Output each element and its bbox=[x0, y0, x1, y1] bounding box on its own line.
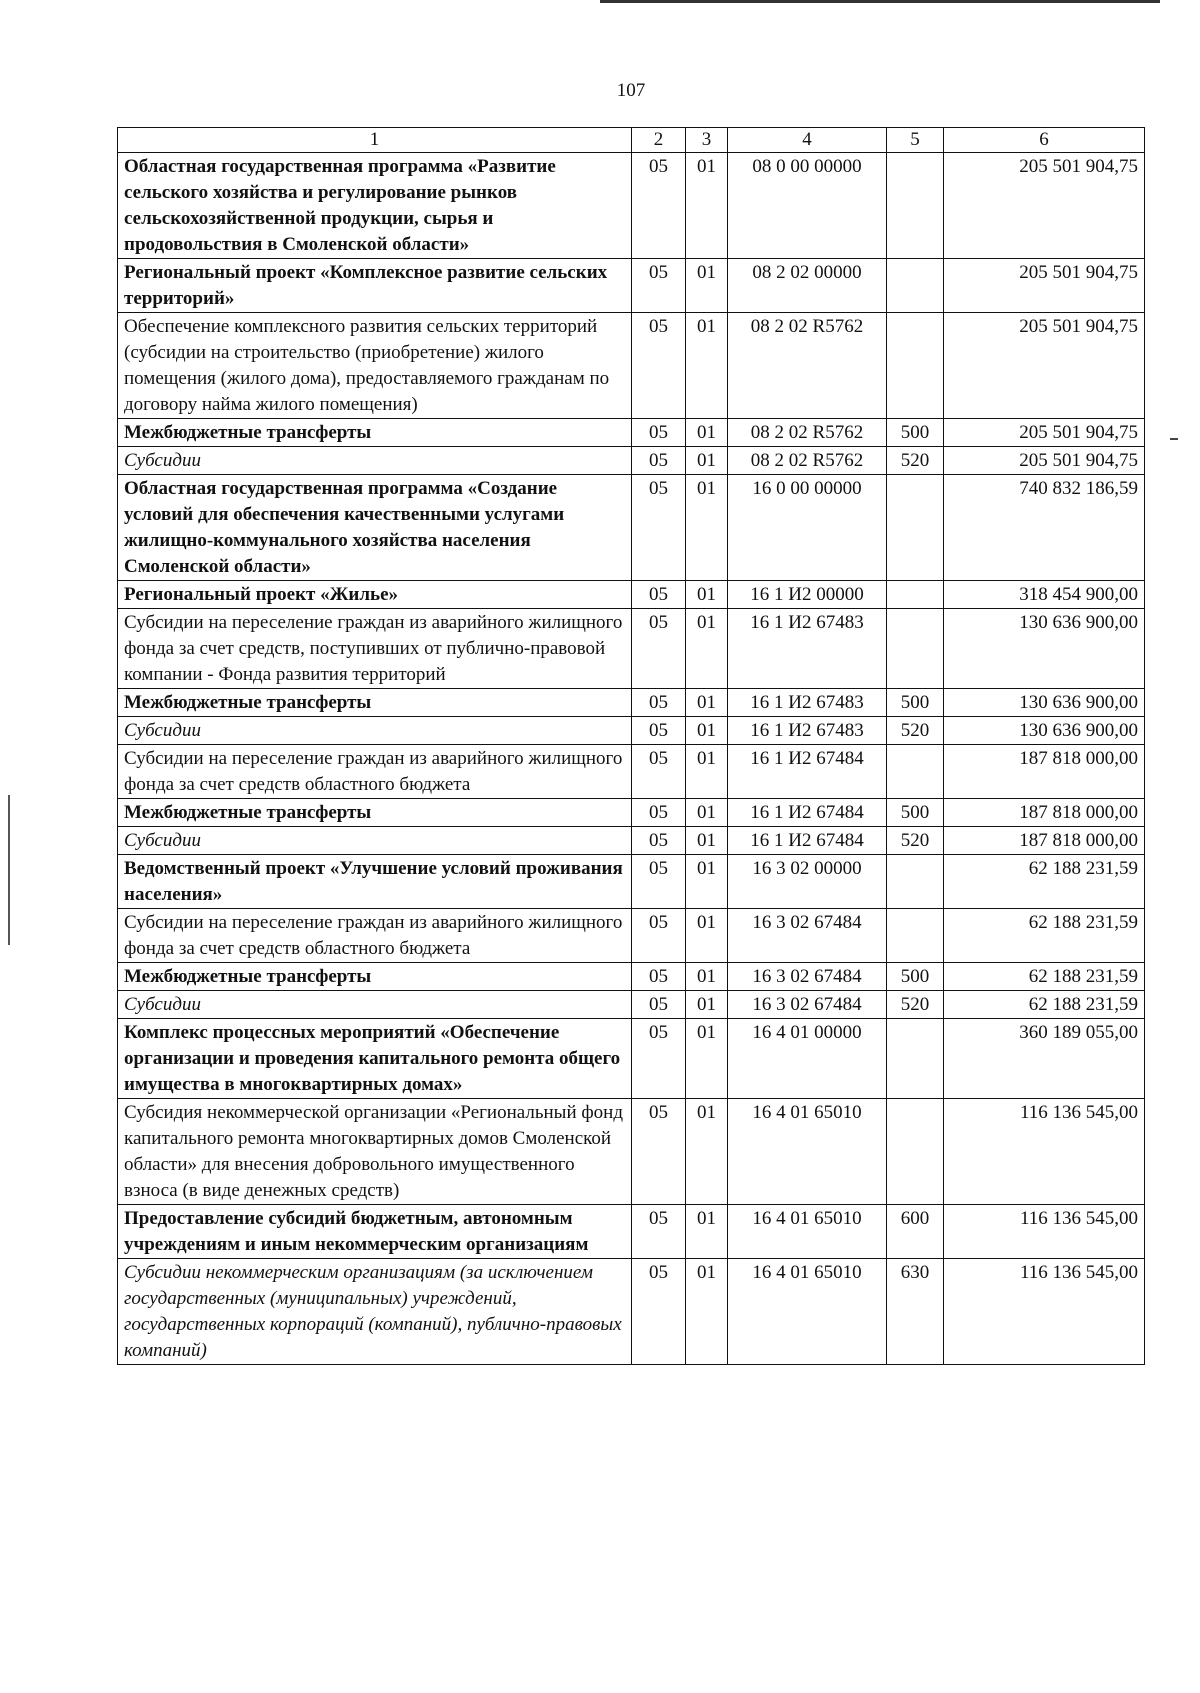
target-article-cell: 16 1 И2 67483 bbox=[728, 609, 887, 689]
table-row bbox=[118, 419, 1145, 447]
expense-type-cell: 520 bbox=[887, 447, 944, 475]
target-article-cell: 16 4 01 00000 bbox=[728, 1019, 887, 1099]
table-row bbox=[118, 827, 1145, 855]
table-row bbox=[118, 153, 1145, 259]
table-row bbox=[118, 799, 1145, 827]
section-code-cell: 05 bbox=[632, 1019, 686, 1099]
amount-cell: 205 501 904,75 bbox=[944, 447, 1145, 475]
expense-type-cell bbox=[887, 313, 944, 419]
item-name-cell: Областная государственная программа «Создание условий для обеспечения качественными услугами жилищно-коммунального хозяйства населения Смоленской области» bbox=[118, 475, 632, 581]
subsection-code-cell: 01 bbox=[686, 1099, 728, 1205]
amount-cell: 187 818 000,00 bbox=[944, 799, 1145, 827]
item-name-cell: Межбюджетные трансферты bbox=[118, 799, 632, 827]
amount-cell: 116 136 545,00 bbox=[944, 1259, 1145, 1365]
table-row bbox=[118, 1205, 1145, 1259]
target-article-cell: 16 3 02 67484 bbox=[728, 963, 887, 991]
item-name-cell: Субсидия некоммерческой организации «Региональный фонд капитального ремонта многоквартирных домов Смоленской области» для внесения добровольного имущественного взноса (в виде денежных средств) bbox=[118, 1099, 632, 1205]
target-article-cell: 16 4 01 65010 bbox=[728, 1099, 887, 1205]
expense-type-cell: 500 bbox=[887, 689, 944, 717]
scan-margin-mark bbox=[8, 795, 10, 945]
section-code-cell: 05 bbox=[632, 475, 686, 581]
table-row bbox=[118, 745, 1145, 799]
table-row bbox=[118, 1259, 1145, 1365]
item-name-cell: Региональный проект «Комплексное развитие сельских территорий» bbox=[118, 259, 632, 313]
expense-type-cell bbox=[887, 909, 944, 963]
amount-cell: 187 818 000,00 bbox=[944, 745, 1145, 799]
amount-cell: 62 188 231,59 bbox=[944, 991, 1145, 1019]
table-row bbox=[118, 689, 1145, 717]
target-article-cell: 16 1 И2 00000 bbox=[728, 581, 887, 609]
item-name-cell: Региональный проект «Жилье» bbox=[118, 581, 632, 609]
subsection-code-cell: 01 bbox=[686, 717, 728, 745]
header-cell: 5 bbox=[887, 128, 944, 153]
item-name-cell: Субсидии bbox=[118, 991, 632, 1019]
amount-cell: 62 188 231,59 bbox=[944, 855, 1145, 909]
table-row bbox=[118, 313, 1145, 419]
amount-cell: 360 189 055,00 bbox=[944, 1019, 1145, 1099]
target-article-cell: 08 2 02 R5762 bbox=[728, 447, 887, 475]
section-code-cell: 05 bbox=[632, 963, 686, 991]
section-code-cell: 05 bbox=[632, 1259, 686, 1365]
table-row bbox=[118, 259, 1145, 313]
expense-type-cell bbox=[887, 1099, 944, 1205]
amount-cell: 205 501 904,75 bbox=[944, 313, 1145, 419]
section-code-cell: 05 bbox=[632, 1099, 686, 1205]
amount-cell: 130 636 900,00 bbox=[944, 609, 1145, 689]
item-name-cell: Областная государственная программа «Развитие сельского хозяйства и регулирование рынков сельскохозяйственной продукции, сырья и продовольствия в Смоленской области» bbox=[118, 153, 632, 259]
amount-cell: 116 136 545,00 bbox=[944, 1205, 1145, 1259]
amount-cell: 130 636 900,00 bbox=[944, 717, 1145, 745]
section-code-cell: 05 bbox=[632, 745, 686, 799]
subsection-code-cell: 01 bbox=[686, 419, 728, 447]
table-row bbox=[118, 1019, 1145, 1099]
amount-cell: 187 818 000,00 bbox=[944, 827, 1145, 855]
table-row bbox=[118, 447, 1145, 475]
subsection-code-cell: 01 bbox=[686, 1259, 728, 1365]
section-code-cell: 05 bbox=[632, 799, 686, 827]
section-code-cell: 05 bbox=[632, 855, 686, 909]
target-article-cell: 08 2 02 R5762 bbox=[728, 419, 887, 447]
target-article-cell: 16 3 02 67484 bbox=[728, 909, 887, 963]
subsection-code-cell: 01 bbox=[686, 827, 728, 855]
item-name-cell: Субсидии bbox=[118, 827, 632, 855]
table-row bbox=[118, 855, 1145, 909]
target-article-cell: 16 1 И2 67484 bbox=[728, 827, 887, 855]
item-name-cell: Субсидии некоммерческим организациям (за исключением государственных (муниципальных) учреждений, государственных корпораций (компаний), публично-правовых компаний) bbox=[118, 1259, 632, 1365]
section-code-cell: 05 bbox=[632, 909, 686, 963]
target-article-cell: 16 1 И2 67484 bbox=[728, 799, 887, 827]
subsection-code-cell: 01 bbox=[686, 963, 728, 991]
item-name-cell: Межбюджетные трансферты bbox=[118, 419, 632, 447]
target-article-cell: 08 0 00 00000 bbox=[728, 153, 887, 259]
scan-margin-mark bbox=[1170, 438, 1178, 440]
amount-cell: 130 636 900,00 bbox=[944, 689, 1145, 717]
subsection-code-cell: 01 bbox=[686, 581, 728, 609]
amount-cell: 205 501 904,75 bbox=[944, 259, 1145, 313]
table-row bbox=[118, 609, 1145, 689]
table-header-row bbox=[118, 128, 1145, 153]
item-name-cell: Субсидии на переселение граждан из аварийного жилищного фонда за счет средств областного бюджета bbox=[118, 909, 632, 963]
amount-cell: 205 501 904,75 bbox=[944, 419, 1145, 447]
expense-type-cell bbox=[887, 745, 944, 799]
expense-type-cell: 630 bbox=[887, 1259, 944, 1365]
target-article-cell: 08 2 02 00000 bbox=[728, 259, 887, 313]
item-name-cell: Межбюджетные трансферты bbox=[118, 689, 632, 717]
header-cell: 4 bbox=[728, 128, 887, 153]
subsection-code-cell: 01 bbox=[686, 447, 728, 475]
table-row bbox=[118, 475, 1145, 581]
table-row bbox=[118, 1099, 1145, 1205]
header-cell: 3 bbox=[686, 128, 728, 153]
header-cell: 2 bbox=[632, 128, 686, 153]
section-code-cell: 05 bbox=[632, 447, 686, 475]
target-article-cell: 08 2 02 R5762 bbox=[728, 313, 887, 419]
expense-type-cell bbox=[887, 855, 944, 909]
amount-cell: 740 832 186,59 bbox=[944, 475, 1145, 581]
expense-type-cell bbox=[887, 1019, 944, 1099]
expense-type-cell bbox=[887, 259, 944, 313]
section-code-cell: 05 bbox=[632, 717, 686, 745]
scan-edge-line bbox=[600, 0, 1160, 3]
section-code-cell: 05 bbox=[632, 153, 686, 259]
item-name-cell: Обеспечение комплексного развития сельских территорий (субсидии на строительство (приобретение) жилого помещения (жилого дома), предоставляемого гражданам по договору найма жилого помещения) bbox=[118, 313, 632, 419]
section-code-cell: 05 bbox=[632, 827, 686, 855]
expense-type-cell: 520 bbox=[887, 717, 944, 745]
subsection-code-cell: 01 bbox=[686, 313, 728, 419]
target-article-cell: 16 4 01 65010 bbox=[728, 1205, 887, 1259]
section-code-cell: 05 bbox=[632, 581, 686, 609]
item-name-cell: Межбюджетные трансферты bbox=[118, 963, 632, 991]
amount-cell: 116 136 545,00 bbox=[944, 1099, 1145, 1205]
expense-type-cell bbox=[887, 581, 944, 609]
subsection-code-cell: 01 bbox=[686, 1205, 728, 1259]
target-article-cell: 16 0 00 00000 bbox=[728, 475, 887, 581]
subsection-code-cell: 01 bbox=[686, 689, 728, 717]
table-row bbox=[118, 581, 1145, 609]
item-name-cell: Комплекс процессных мероприятий «Обеспечение организации и проведения капитального ремонта общего имущества в многоквартирных домах» bbox=[118, 1019, 632, 1099]
expense-type-cell: 600 bbox=[887, 1205, 944, 1259]
expense-type-cell: 500 bbox=[887, 799, 944, 827]
target-article-cell: 16 4 01 65010 bbox=[728, 1259, 887, 1365]
subsection-code-cell: 01 bbox=[686, 855, 728, 909]
section-code-cell: 05 bbox=[632, 689, 686, 717]
expense-type-cell: 500 bbox=[887, 419, 944, 447]
subsection-code-cell: 01 bbox=[686, 745, 728, 799]
page-number: 107 bbox=[616, 80, 646, 101]
subsection-code-cell: 01 bbox=[686, 153, 728, 259]
expense-type-cell: 500 bbox=[887, 963, 944, 991]
section-code-cell: 05 bbox=[632, 1205, 686, 1259]
target-article-cell: 16 3 02 00000 bbox=[728, 855, 887, 909]
item-name-cell: Предоставление субсидий бюджетным, автономным учреждениям и иным некоммерческим организациям bbox=[118, 1205, 632, 1259]
target-article-cell: 16 1 И2 67483 bbox=[728, 717, 887, 745]
subsection-code-cell: 01 bbox=[686, 991, 728, 1019]
target-article-cell: 16 1 И2 67483 bbox=[728, 689, 887, 717]
item-name-cell: Субсидии bbox=[118, 447, 632, 475]
section-code-cell: 05 bbox=[632, 609, 686, 689]
expense-type-cell bbox=[887, 153, 944, 259]
table-row bbox=[118, 717, 1145, 745]
amount-cell: 318 454 900,00 bbox=[944, 581, 1145, 609]
subsection-code-cell: 01 bbox=[686, 259, 728, 313]
expense-type-cell: 520 bbox=[887, 827, 944, 855]
target-article-cell: 16 3 02 67484 bbox=[728, 991, 887, 1019]
header-cell: 1 bbox=[118, 128, 632, 153]
subsection-code-cell: 01 bbox=[686, 909, 728, 963]
budget-table bbox=[117, 127, 1145, 1365]
item-name-cell: Субсидии на переселение граждан из аварийного жилищного фонда за счет средств, поступивших от публично-правовой компании - Фонда развития территорий bbox=[118, 609, 632, 689]
subsection-code-cell: 01 bbox=[686, 799, 728, 827]
amount-cell: 62 188 231,59 bbox=[944, 909, 1145, 963]
item-name-cell: Субсидии bbox=[118, 717, 632, 745]
table-row bbox=[118, 909, 1145, 963]
section-code-cell: 05 bbox=[632, 313, 686, 419]
amount-cell: 62 188 231,59 bbox=[944, 963, 1145, 991]
expense-type-cell bbox=[887, 609, 944, 689]
expense-type-cell bbox=[887, 475, 944, 581]
subsection-code-cell: 01 bbox=[686, 609, 728, 689]
target-article-cell: 16 1 И2 67484 bbox=[728, 745, 887, 799]
section-code-cell: 05 bbox=[632, 259, 686, 313]
section-code-cell: 05 bbox=[632, 419, 686, 447]
header-cell: 6 bbox=[944, 128, 1145, 153]
table-row bbox=[118, 963, 1145, 991]
subsection-code-cell: 01 bbox=[686, 475, 728, 581]
table-row bbox=[118, 991, 1145, 1019]
section-code-cell: 05 bbox=[632, 991, 686, 1019]
subsection-code-cell: 01 bbox=[686, 1019, 728, 1099]
item-name-cell: Ведомственный проект «Улучшение условий проживания населения» bbox=[118, 855, 632, 909]
amount-cell: 205 501 904,75 bbox=[944, 153, 1145, 259]
item-name-cell: Субсидии на переселение граждан из аварийного жилищного фонда за счет средств областного бюджета bbox=[118, 745, 632, 799]
expense-type-cell: 520 bbox=[887, 991, 944, 1019]
